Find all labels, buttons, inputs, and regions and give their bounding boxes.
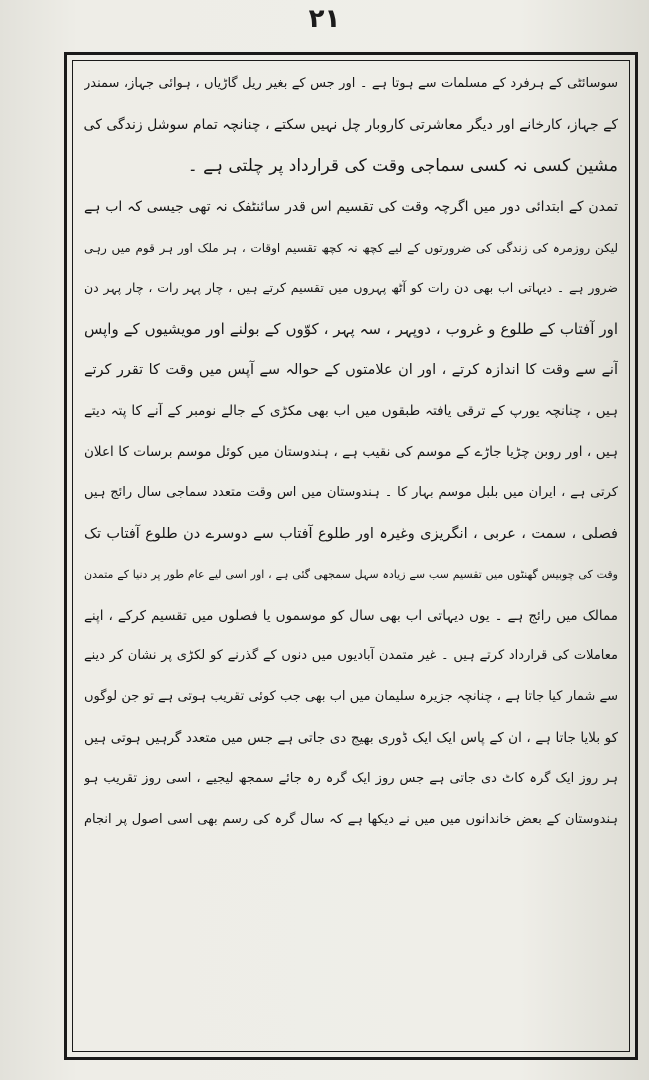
- text-line: ہیں ، اور روبن چڑیا جاڑے کے موسم کی نقیب ہے ، ہندوستان میں کوئل موسم برسات کا اعلان: [84, 444, 618, 461]
- text-line: مشین کسی نہ کسی سماجی وقت کی قرارداد پر چلتی ہے ۔: [187, 155, 618, 176]
- text-line: سوسائٹی کے ہرفرد کے مسلمات سے ہوتا ہے ۔ اور جس کے بغیر ریل گاڑیاں ، ہوائی جہاز، سمندر: [84, 76, 618, 91]
- text-line: فصلی ، سمت ، عربی ، انگریزی وغیرہ اور طلوع آفتاب سے دوسرے دن طلوع آفتاب تک: [84, 525, 618, 542]
- body-text: [84, 64, 618, 1048]
- page-number: ۲۱: [308, 4, 341, 34]
- text-line: معاملات کی قرارداد کرتے ہیں ۔ غیر متمدن آبادیوں میں دنوں کے گذرنے کو لکڑی پر نشان کر دینے: [84, 648, 618, 664]
- text-line: اور آفتاب کے طلوع و غروب ، دوپہر ، سہ پہر ، کوّوں کے بولنے اور مویشیوں کے واپس: [84, 320, 618, 339]
- text-line: ممالک میں رائج ہے ۔ یوں دیہاتی اب بھی سال کو موسموں یا فصلوں میں تقسیم کرکے ، اپنے: [84, 607, 618, 624]
- text-line: ضرور ہے ۔ دیہاتی اب بھی دن رات کو آٹھ پہروں میں تقسیم کرتے ہیں ، چار پہر رات ، چار پہر دن: [84, 280, 618, 296]
- text-line: ہر روز ایک گرہ کاٹ دی جاتی ہے جس روز ایک گرہ رہ جائے سمجھ لیجیے ، اسی روز تقریب ہو: [84, 771, 618, 787]
- text-line: ہیں ، چنانچہ یورپ کے ترقی یافتہ طبقوں میں اب بھی مکڑی کے جالے نومبر کے آنے کا پتہ دیتے: [84, 403, 618, 420]
- text-line: کرتی ہے ، ایران میں بلبل موسم بہار کا ۔ ہندوستان میں اس وقت متعدد سماجی سال رائج ہیں: [84, 484, 618, 500]
- text-line: ہندوستان کے بعض خاندانوں میں میں نے دیکھا ہے کہ سال گرہ کی رسم بھی اسی اصول پر انجام: [84, 812, 618, 828]
- text-line: لیکن روزمرہ کی زندگی کی ضرورتوں کے لیے کچھ نہ کچھ تقسیم اوقات ، ہر ملک اور ہر قوم میں رہی: [84, 240, 618, 255]
- text-line: کے جہاز، کارخانے اور دیگر معاشرتی کاروبار چل نہیں سکتے ، چنانچہ تمام سوشل زندگی کی: [84, 116, 618, 133]
- text-line: وقت کی چوبیس گھنٹوں میں تقسیم سب سے زیادہ سہل سمجھی گئی ہے ، اور اسی لیے عام طور پر دنیا کے متمدن: [84, 567, 618, 581]
- text-line: کو بلایا جاتا ہے ، ان کے پاس ایک ایک ڈوری بھیج دی جاتی ہے جس میں متعدد گرہیں ہوتی ہیں: [84, 730, 618, 747]
- text-line: تمدن کے ابتدائی دور میں اگرچہ وقت کی تقسیم اس قدر سائنٹفک نہ تھی جیسی کہ اب ہے: [84, 198, 618, 215]
- text-line: آنے سے وقت کا اندازہ کرتے ، اور ان علامتوں کے حوالہ سے آپس میں وقت کا تقرر کرتے: [84, 362, 618, 379]
- text-line: سے شمار کیا جاتا ہے ، چنانچہ جزیرہ سلیمان میں اب بھی جب کوئی تقریب ہوتی ہے تو جن لوگوں: [84, 689, 618, 705]
